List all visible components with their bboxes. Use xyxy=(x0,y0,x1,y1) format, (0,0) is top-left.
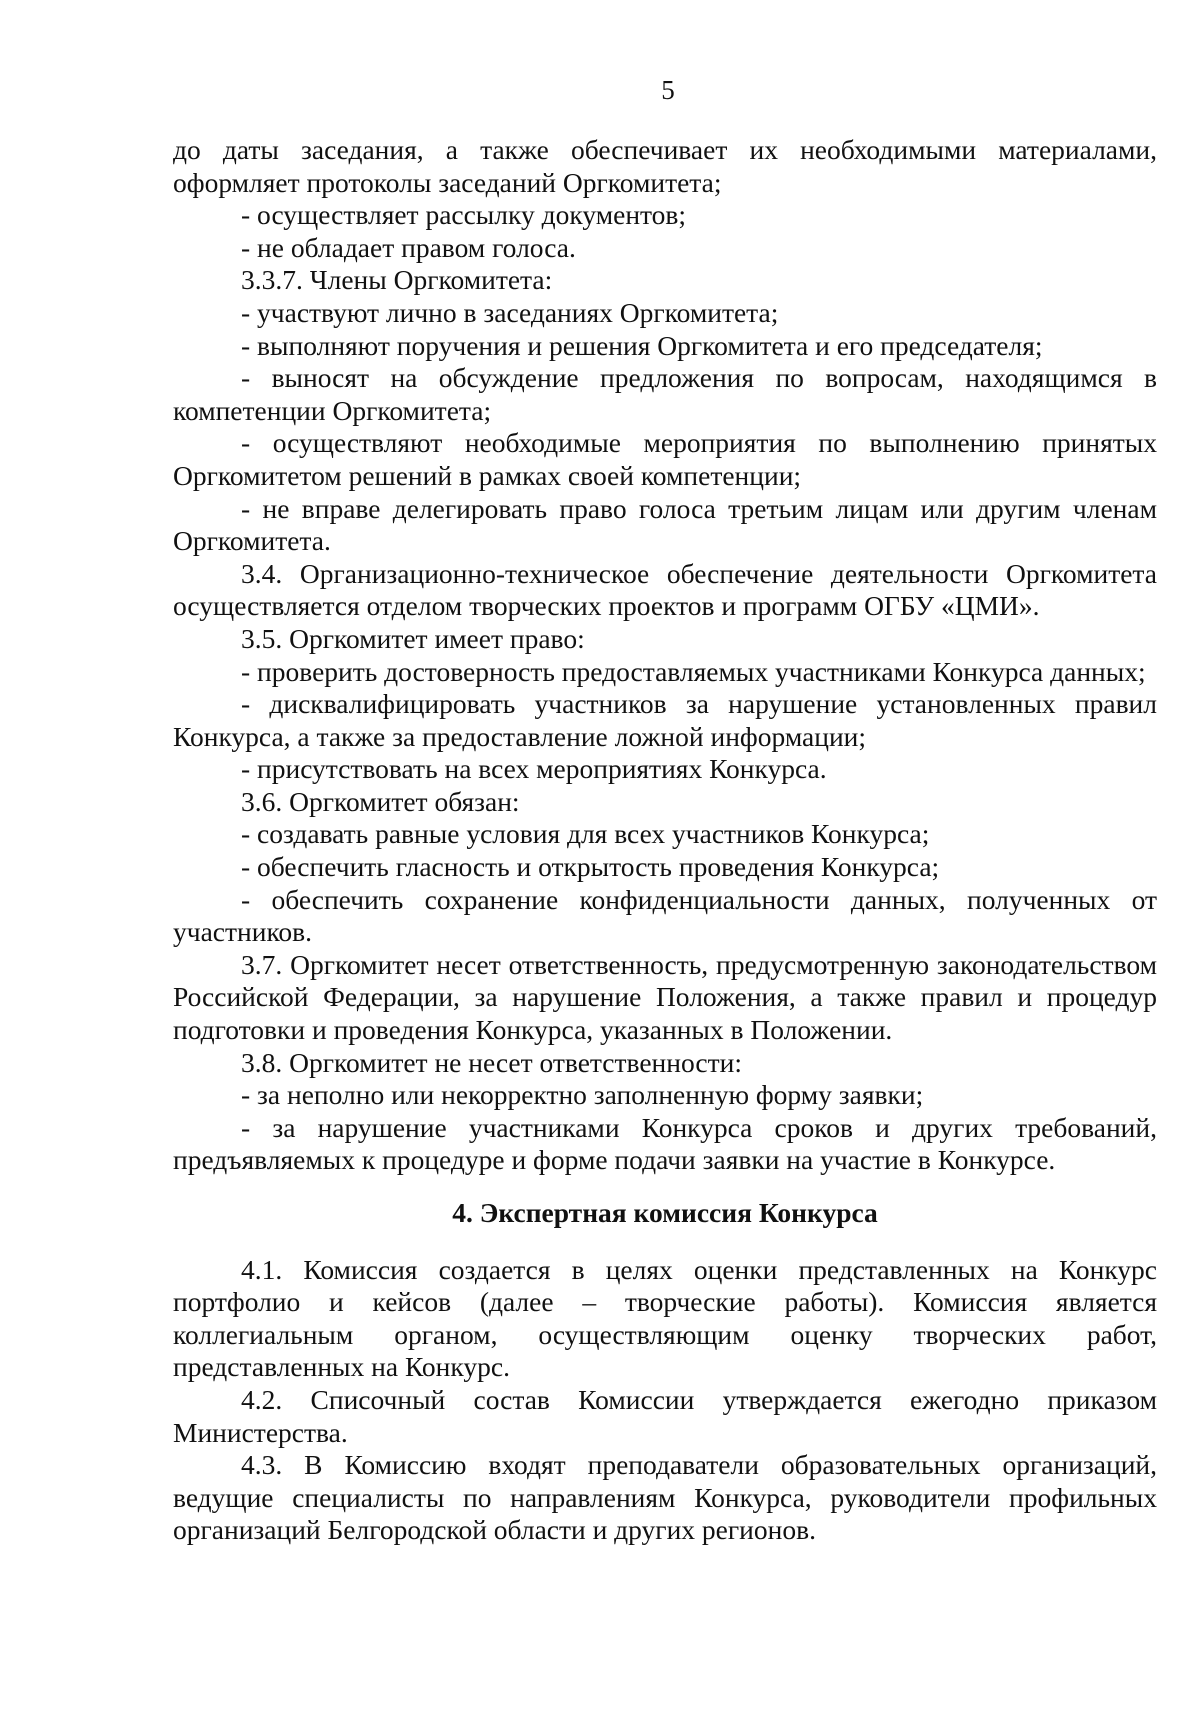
list-item: - не вправе делегировать право голоса третьим лицам или другим членам Оргкомитета. xyxy=(173,492,1157,557)
list-item: - выполняют поручения и решения Оргкомитета и его председателя; xyxy=(241,329,1043,361)
list-item: - выносят на обсуждение предложения по вопросам, находящимся в компетенции Оргкомитета; xyxy=(173,362,1157,426)
page-number: 5 xyxy=(661,75,675,105)
list-item: - за неполно или некорректно заполненную форму заявки; xyxy=(241,1079,924,1111)
paragraph: до даты заседания, а также обеспечивает их необходимыми материалами, оформляет протоколы заседаний Оргкомитета; xyxy=(173,134,1157,198)
list-item: - проверить достоверность предоставляемых участниками Конкурса данных; xyxy=(241,655,1146,687)
list-item: - создавать равные условия для всех участников Конкурса; xyxy=(241,818,930,850)
list-item: - обеспечить гласность и открытость проведения Конкурса; xyxy=(241,851,940,883)
clause: 4.2. Списочный состав Комиссии утверждается ежегодно приказом Министерства. xyxy=(173,1383,1157,1448)
list-item: - обеспечить сохранение конфиденциальности данных, полученных от участников. xyxy=(173,883,1157,948)
list-item: - присутствовать на всех мероприятиях Конкурса. xyxy=(241,753,827,785)
clause-heading: 3.3.7. Члены Оргкомитета: xyxy=(241,264,553,296)
clause: 4.1. Комиссия создается в целях оценки представленных на Конкурс портфолио и кейсов (далее – творческие работы). Комиссия является коллегиальным органом, осуществляющим оценку творческих работ, представленных на Конкурс. xyxy=(173,1253,1157,1383)
list-item: - осуществляют необходимые мероприятия по выполнению принятых Оргкомитетом решений в рамках своей компетенции; xyxy=(173,427,1157,491)
list-item: - дисквалифицировать участников за нарушение установленных правил Конкурса, а также за предоставление ложной информации; xyxy=(173,688,1157,752)
clause-heading: 3.8. Оргкомитет не несет ответственности: xyxy=(241,1046,742,1078)
clause: 3.4. Организационно-техническое обеспечение деятельности Оргкомитета осуществляется отделом творческих проектов и программ ОГБУ «ЦМИ». xyxy=(173,557,1157,622)
list-item: - не обладает правом голоса. xyxy=(241,231,576,263)
clause-heading: 3.5. Оргкомитет имеет право: xyxy=(241,622,585,654)
list-item: - осуществляет рассылку документов; xyxy=(241,199,687,231)
clause-heading: 3.6. Оргкомитет обязан: xyxy=(241,785,520,817)
list-item: - участвуют лично в заседаниях Оргкомитета; xyxy=(241,296,779,328)
document-body xyxy=(173,134,1157,1547)
clause: 3.7. Оргкомитет несет ответственность, предусмотренную законодательством Российской Федерации, за нарушение Положения, а также правил и процедур подготовки и проведения Конкурса, указанных в Положении. xyxy=(173,948,1157,1046)
section-heading: 4. Экспертная комиссия Конкурса xyxy=(452,1197,878,1228)
clause: 4.3. В Комиссию входят преподаватели образовательных организаций, ведущие специалисты по направлениям Конкурса, руководители профильных организаций Белгородской области и других регионов. xyxy=(173,1449,1157,1546)
list-item: - за нарушение участниками Конкурса сроков и других требований, предъявляемых к процедуре и форме подачи заявки на участие в Конкурсе. xyxy=(173,1111,1157,1176)
